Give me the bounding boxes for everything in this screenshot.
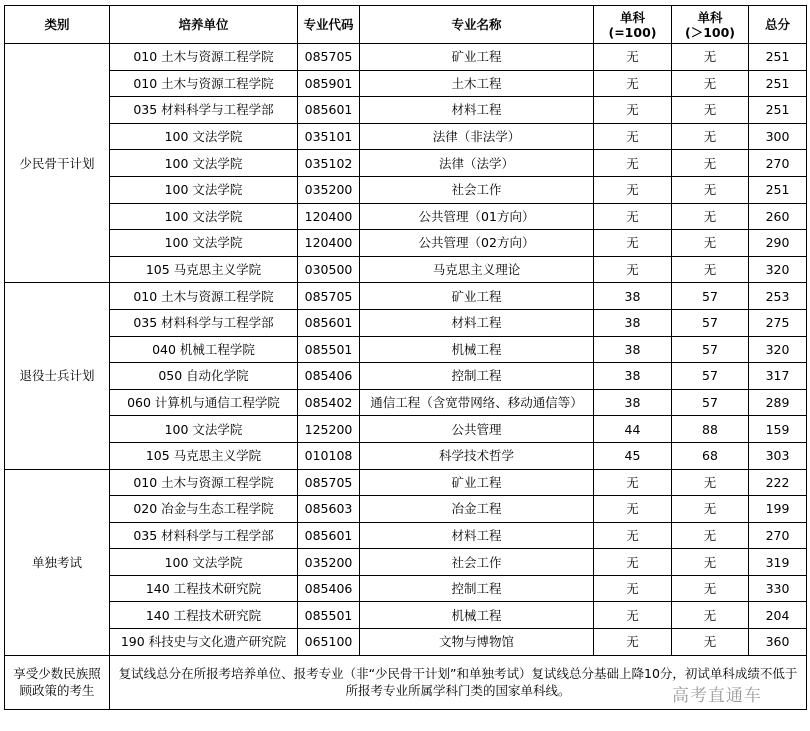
unit-cell: 140 工程技术研究院	[110, 575, 298, 602]
single-over-100-cell: 68	[672, 442, 749, 469]
header-major: 专业名称	[360, 6, 594, 44]
total-cell: 222	[749, 469, 807, 496]
total-cell: 251	[749, 70, 807, 97]
category-cell: 少民骨干计划	[5, 44, 110, 283]
single-over-100-cell: 无	[672, 629, 749, 656]
single-100-cell: 38	[594, 363, 672, 390]
code-cell: 125200	[298, 416, 360, 443]
single-100-cell: 无	[594, 123, 672, 150]
code-cell: 120400	[298, 203, 360, 230]
table-row	[5, 309, 807, 336]
total-cell: 275	[749, 309, 807, 336]
single-over-100-cell: 无	[672, 203, 749, 230]
table-row	[5, 230, 807, 257]
major-cell: 土木工程	[360, 70, 594, 97]
major-cell: 公共管理（02方向）	[360, 230, 594, 257]
major-cell: 公共管理（01方向）	[360, 203, 594, 230]
note-category: 享受少数民族照顾政策的考生	[5, 655, 110, 709]
unit-cell: 100 文法学院	[110, 203, 298, 230]
major-cell: 材料工程	[360, 522, 594, 549]
single-100-cell: 38	[594, 283, 672, 310]
header-single-100-line1: 单科	[619, 9, 645, 25]
unit-cell: 035 材料科学与工程学部	[110, 97, 298, 124]
total-cell: 319	[749, 549, 807, 576]
table-row	[5, 469, 807, 496]
major-cell: 材料工程	[360, 97, 594, 124]
major-cell: 马克思主义理论	[360, 256, 594, 283]
code-cell: 085406	[298, 575, 360, 602]
unit-cell: 010 土木与资源工程学院	[110, 44, 298, 71]
total-cell: 300	[749, 123, 807, 150]
single-100-cell: 无	[594, 256, 672, 283]
unit-cell: 040 机械工程学院	[110, 336, 298, 363]
major-cell: 矿业工程	[360, 283, 594, 310]
major-cell: 文物与博物馆	[360, 629, 594, 656]
header-single-over-100	[672, 6, 749, 44]
header-row	[5, 6, 807, 44]
unit-cell: 105 马克思主义学院	[110, 442, 298, 469]
unit-cell: 050 自动化学院	[110, 363, 298, 390]
major-cell: 机械工程	[360, 336, 594, 363]
total-cell: 270	[749, 150, 807, 177]
single-100-cell: 无	[594, 629, 672, 656]
watermark: 高考直通车	[672, 686, 762, 706]
table-row	[5, 416, 807, 443]
single-100-cell: 无	[594, 575, 672, 602]
code-cell: 035200	[298, 176, 360, 203]
single-100-cell: 无	[594, 203, 672, 230]
table-row	[5, 123, 807, 150]
code-cell: 035102	[298, 150, 360, 177]
table-row	[5, 176, 807, 203]
code-cell: 085406	[298, 363, 360, 390]
table-row	[5, 549, 807, 576]
unit-cell: 100 文法学院	[110, 176, 298, 203]
single-100-cell: 无	[594, 602, 672, 629]
code-cell: 120400	[298, 230, 360, 257]
code-cell: 085501	[298, 336, 360, 363]
single-100-cell: 无	[594, 97, 672, 124]
single-over-100-cell: 无	[672, 496, 749, 523]
table-row	[5, 363, 807, 390]
code-cell: 010108	[298, 442, 360, 469]
unit-cell: 010 土木与资源工程学院	[110, 469, 298, 496]
single-100-cell: 无	[594, 469, 672, 496]
single-over-100-cell: 无	[672, 575, 749, 602]
single-over-100-cell: 57	[672, 363, 749, 390]
single-over-100-cell: 57	[672, 309, 749, 336]
single-over-100-cell: 无	[672, 256, 749, 283]
unit-cell: 100 文法学院	[110, 150, 298, 177]
code-cell: 085501	[298, 602, 360, 629]
major-cell: 通信工程（含宽带网络、移动通信等）	[360, 389, 594, 416]
table-row	[5, 97, 807, 124]
category-cell: 单独考试	[5, 469, 110, 655]
table-row	[5, 256, 807, 283]
total-cell: 289	[749, 389, 807, 416]
header-category: 类别	[5, 6, 110, 44]
code-cell: 085402	[298, 389, 360, 416]
total-cell: 330	[749, 575, 807, 602]
unit-cell: 100 文法学院	[110, 549, 298, 576]
single-100-cell: 无	[594, 496, 672, 523]
table-row	[5, 522, 807, 549]
total-cell: 303	[749, 442, 807, 469]
single-over-100-cell: 无	[672, 123, 749, 150]
unit-cell: 105 马克思主义学院	[110, 256, 298, 283]
single-over-100-cell: 无	[672, 602, 749, 629]
total-cell: 360	[749, 629, 807, 656]
total-cell: 199	[749, 496, 807, 523]
score-table	[4, 5, 807, 710]
table-row	[5, 203, 807, 230]
major-cell: 法律（法学）	[360, 150, 594, 177]
single-100-cell: 无	[594, 176, 672, 203]
major-cell: 社会工作	[360, 549, 594, 576]
single-100-cell: 44	[594, 416, 672, 443]
table-body	[5, 44, 807, 656]
major-cell: 冶金工程	[360, 496, 594, 523]
single-100-cell: 38	[594, 336, 672, 363]
code-cell: 035101	[298, 123, 360, 150]
total-cell: 320	[749, 256, 807, 283]
code-cell: 035200	[298, 549, 360, 576]
unit-cell: 100 文法学院	[110, 416, 298, 443]
total-cell: 251	[749, 44, 807, 71]
single-over-100-cell: 无	[672, 230, 749, 257]
major-cell: 控制工程	[360, 575, 594, 602]
single-over-100-cell: 57	[672, 283, 749, 310]
category-cell: 退役士兵计划	[5, 283, 110, 469]
major-cell: 矿业工程	[360, 469, 594, 496]
single-100-cell: 无	[594, 150, 672, 177]
single-100-cell: 无	[594, 230, 672, 257]
total-cell: 251	[749, 176, 807, 203]
total-cell: 251	[749, 97, 807, 124]
code-cell: 030500	[298, 256, 360, 283]
unit-cell: 140 工程技术研究院	[110, 602, 298, 629]
unit-cell: 020 冶金与生态工程学院	[110, 496, 298, 523]
major-cell: 矿业工程	[360, 44, 594, 71]
code-cell: 065100	[298, 629, 360, 656]
table-row	[5, 629, 807, 656]
header-total: 总分	[749, 6, 807, 44]
total-cell: 290	[749, 230, 807, 257]
code-cell: 085601	[298, 309, 360, 336]
table-row	[5, 70, 807, 97]
unit-cell: 010 土木与资源工程学院	[110, 283, 298, 310]
major-cell: 科学技术哲学	[360, 442, 594, 469]
single-over-100-cell: 无	[672, 549, 749, 576]
single-100-cell: 无	[594, 549, 672, 576]
table-row	[5, 389, 807, 416]
table-row	[5, 602, 807, 629]
unit-cell: 190 科技史与文化遗产研究院	[110, 629, 298, 656]
single-over-100-cell: 无	[672, 469, 749, 496]
header-code: 专业代码	[298, 6, 360, 44]
total-cell: 159	[749, 416, 807, 443]
code-cell: 085601	[298, 522, 360, 549]
code-cell: 085705	[298, 283, 360, 310]
table-row	[5, 44, 807, 71]
code-cell: 085705	[298, 469, 360, 496]
table-row	[5, 496, 807, 523]
major-cell: 公共管理	[360, 416, 594, 443]
table-row	[5, 283, 807, 310]
single-over-100-cell: 无	[672, 97, 749, 124]
unit-cell: 100 文法学院	[110, 123, 298, 150]
total-cell: 270	[749, 522, 807, 549]
total-cell: 317	[749, 363, 807, 390]
unit-cell: 010 土木与资源工程学院	[110, 70, 298, 97]
note-text: 复试线总分在所报考培养单位、报考专业（非“少民骨干计划”和单独考试）复试线总分基础上降10分，初试单科成绩不低于所报考专业所属学科门类的国家单科线。	[110, 655, 807, 709]
major-cell: 法律（非法学）	[360, 123, 594, 150]
single-over-100-cell: 无	[672, 70, 749, 97]
single-over-100-cell: 无	[672, 522, 749, 549]
major-cell: 控制工程	[360, 363, 594, 390]
major-cell: 社会工作	[360, 176, 594, 203]
unit-cell: 035 材料科学与工程学部	[110, 522, 298, 549]
header-unit: 培养单位	[110, 6, 298, 44]
header-single-100-line2: (=100)	[608, 24, 657, 40]
unit-cell: 100 文法学院	[110, 230, 298, 257]
code-cell: 085601	[298, 97, 360, 124]
single-100-cell: 无	[594, 70, 672, 97]
header-single-over-line2: (＞100)	[684, 24, 736, 40]
single-100-cell: 38	[594, 309, 672, 336]
single-over-100-cell: 无	[672, 150, 749, 177]
header-single-100	[594, 6, 672, 44]
total-cell: 320	[749, 336, 807, 363]
major-cell: 机械工程	[360, 602, 594, 629]
single-over-100-cell: 无	[672, 176, 749, 203]
total-cell: 204	[749, 602, 807, 629]
code-cell: 085603	[298, 496, 360, 523]
total-cell: 253	[749, 283, 807, 310]
code-cell: 085705	[298, 44, 360, 71]
unit-cell: 060 计算机与通信工程学院	[110, 389, 298, 416]
single-over-100-cell: 57	[672, 389, 749, 416]
table-row	[5, 575, 807, 602]
single-100-cell: 无	[594, 522, 672, 549]
table-row	[5, 442, 807, 469]
single-over-100-cell: 57	[672, 336, 749, 363]
single-over-100-cell: 88	[672, 416, 749, 443]
single-over-100-cell: 无	[672, 44, 749, 71]
total-cell: 260	[749, 203, 807, 230]
table-row	[5, 336, 807, 363]
major-cell: 材料工程	[360, 309, 594, 336]
single-100-cell: 38	[594, 389, 672, 416]
single-100-cell: 45	[594, 442, 672, 469]
header-single-over-line1: 单科	[697, 9, 723, 25]
table-row	[5, 150, 807, 177]
single-100-cell: 无	[594, 44, 672, 71]
unit-cell: 035 材料科学与工程学部	[110, 309, 298, 336]
code-cell: 085901	[298, 70, 360, 97]
